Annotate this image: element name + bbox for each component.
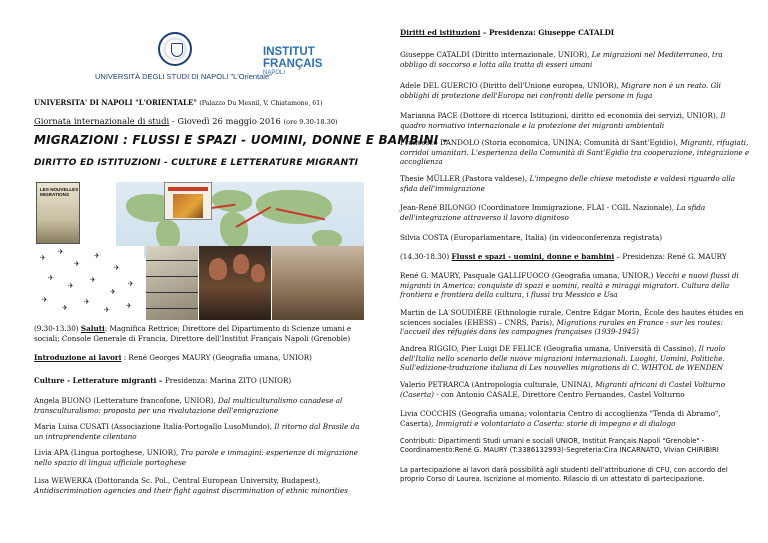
university-logo [95, 32, 272, 81]
barbed-wire-photo [146, 246, 198, 320]
participation-note: La partecipazione ai lavori darà possibilità agli studenti dell'attribuzione di CFU, con accordo del proprio Corso di Laurea. Iscrizione al momento. Rilascio di un attestato di partecipazione. [400, 466, 728, 484]
talk-buono [34, 396, 364, 415]
talk-bilongo [400, 203, 750, 222]
book-cover-nouvelles-migrations [36, 182, 80, 244]
talk-extra: - con Antonio CASALE, Direttore Centro Fernandes, Castel Volturno [433, 389, 685, 399]
university-seal-icon [158, 32, 192, 66]
talk-title: Le migrazioni nel Mediterraneo, tra obbligo di soccorso e lotta alla tratta di esseri umani [400, 50, 723, 69]
flussi-chair: – Presidenza: René G. MAURY [614, 252, 727, 261]
talk-speaker: Livia APA (Lingua portoghese, UNIOR), [34, 448, 181, 457]
university-line [34, 98, 323, 107]
institut-logo-line1: INSTITUT [263, 46, 315, 58]
book-cover-title: LES NOUVELLES MIGRATIONS [40, 187, 79, 197]
talk-speaker: Andrea RIGGIO, Pier Luigi DE FELICE (Geografia umana, Università di Cassino), [400, 344, 699, 353]
talk-speaker: René G. MAURY, Pasquale GALLIFUOCO (Geografia umana, UNIOR,) [400, 271, 656, 280]
talk-del-guercio [400, 81, 750, 100]
talk-pace [400, 111, 750, 130]
talk-title: Il quadro normativo internazionale e la protezione dei migranti ambientali [400, 111, 726, 130]
university-logo-text: UNIVERSITÀ DEGLI STUDI DI NAPOLI "L'Orientale" [95, 72, 272, 81]
university-place: (Palazzo Du Mesnil, V. Chiatamone, 61) [199, 100, 323, 107]
talk-speaker: Angela BUONO (Letterature francofone, UNIOR), [34, 396, 218, 405]
talk-apa [34, 448, 364, 467]
talk-wewerka [34, 476, 364, 495]
saluti-time: (9.30-13.30) [34, 324, 81, 333]
saluti-paragraph [34, 324, 364, 343]
talk-title: Migranti africani di Castel Volturno (Caserta) [400, 380, 725, 399]
talk-maury [400, 271, 750, 300]
talk-title: Antidiscrimination agencies and their fight against discrimination of ethnic minorities [34, 485, 348, 495]
talk-speaker: Marianna PACE (Dottore di ricerca Istituzioni, diritto ed economia dei servizi, UNIOR), [400, 111, 721, 120]
talk-cusati [34, 422, 364, 441]
contacts-paragraph: Contributi: Dipartimenti Studi umani e sociali UNIOR, Institut Français Napoli "Grenoble" - Coordinamento:René G. MAURY (T:3386132993)-Segreteria:Cira INCARNATO, Vivian CHIRIBIRI [400, 437, 719, 455]
talk-title: Tra parole e immagini: esperienze di migrazione nello spazio di lingua ufficiale portoghese [34, 448, 358, 467]
event-date-line [34, 116, 338, 126]
talk-title: La sfida dell'integrazione attraverso il lavoro dignitoso [400, 203, 706, 222]
culture-session-heading [34, 376, 364, 386]
talk-title: L'impegno delle chiese metodiste e valdesi riguardo alla sfida dell'immigrazione [400, 174, 736, 193]
talk-la-soudiere [400, 308, 750, 337]
day-time: (ore 9.30-18.30) [283, 118, 338, 126]
refugees-photo [272, 246, 364, 320]
talk-riggio [400, 344, 750, 373]
talk-title: Immigrati e volontariato a Caserta: storie di impegno e di dialogo [435, 418, 676, 428]
diritti-label: Diritti ed istituzioni [400, 28, 481, 37]
talk-speaker: Livia COCCHIS (Geografia umana; volontaria Centro di accoglienza "Tenda di Abramo", Caserta), [400, 409, 721, 428]
institut-logo-line2: FRANÇAIS [263, 58, 323, 71]
talk-title: Vecchi e nuovi flussi di migranti in America: conquiste di spazi e uomini, realtà e miraggi migratori. Cultura della frontiera e frontiera della cultura, i flussi tra Messico e Usa [400, 271, 739, 300]
talk-title: Il ritorno dal Brasile da un intraprendente cilentano [34, 422, 360, 441]
talk-title: Migrare non è un reato. Gli obblighi di protezione dell'Europa nei confronti delle persone in fuga [400, 81, 721, 100]
talk-speaker: Jean-René BILONGO (Coordinatore Immigrazione, FLAI - CGIL Nazionale), [400, 203, 677, 212]
talk-speaker: Lisa WEWERKA (Dottoranda Sc. Pol., Central European University, Budapest), [34, 476, 321, 485]
intro-paragraph [34, 353, 364, 363]
saluti-text: : Magnifica Rettrice; Direttore del Dipartimento di Scienze umani e sociali; Console Generale di Francia, Direttore dell'Institut Français Napoli (Grenoble) [34, 324, 352, 343]
flussi-time: (14.30-18.30) [400, 252, 452, 261]
institut-francais-logo [263, 46, 322, 76]
talk-speaker: Adele DEL GUERCIO (Diritto dell'Unione europea, UNIOR), [400, 81, 622, 90]
migrants-photo [199, 246, 271, 320]
talk-speaker: Thesie MÜLLER (Pastora valdese), [400, 174, 530, 183]
talk-petrarca [400, 380, 750, 399]
headline-migrations: MIGRAZIONI : FLUSSI E SPAZI - UOMINI, DONNE E BAMBINI - [34, 133, 448, 147]
talk-cocchis [400, 409, 750, 428]
headline-rights-cultures: DIRITTO ED ISTITUZIONI - CULTURE E LETTERATURE MIGRANTI [34, 158, 359, 168]
talk-speaker: Francesco DANDOLO (Storia economica, UNINA; Comunità di Sant'Egidio), [400, 138, 681, 147]
talk-title: Migranti, rifugiati, corridoi umanitari. L'esperienza della Comunità di Sant'Egidio tra cooperazione, integrazione e accoglienza [400, 138, 750, 167]
institut-logo-line3: NAPOLI [263, 70, 286, 77]
day-title: Giornata internazionale di studi [34, 116, 170, 126]
intro-label: Introduzione ai lavori [34, 353, 122, 362]
flussi-session-heading [400, 252, 750, 262]
talk-muller [400, 174, 750, 193]
talk-title: Il ruolo dell'Italia nello scenario delle nuove migrazioni internazionali. Luoghi, Uomini, Politiche. Sull'edizione-traduzione italiana di Les nouvelles migrations di C. WIHTOL de WENDEN [400, 344, 726, 373]
diritti-session-heading [400, 28, 750, 38]
talk-speaker: Maria Luisa CUSATI (Associazione Italia-Portogallo LusoMundo), [34, 422, 275, 431]
talk-title: Dal multiculturalismo canadese al transculturalismo: proposta per una rivalutazione dell'emigrazione [34, 396, 343, 415]
talk-title: Migrations rurales en France - sur les routes: l'accueil des réfugiés dans les campagnes françaises (1939-1945) [400, 317, 723, 337]
saluti-label: Saluti [80, 324, 105, 333]
right-column [384, 0, 768, 543]
university-name: UNIVERSITA' DI NAPOLI "L'ORIENTALE" [34, 98, 197, 107]
talk-speaker: Valerio PETRARCA (Antropologia culturale, UNINA), [400, 380, 596, 389]
culture-chair: Presidenza: Marina ZITO (UNIOR) [164, 376, 292, 385]
culture-label: Culture - Letterature migranti – [34, 376, 165, 385]
talk-dandolo [400, 138, 750, 167]
day-date: - Giovedì 26 maggio 2016 [169, 116, 281, 126]
diritti-chair: – Presidenza: Giuseppe CATALDI [480, 28, 615, 37]
book-cover-migration-atlas [164, 182, 212, 220]
talk-cataldi [400, 50, 750, 69]
image-collage [34, 182, 364, 320]
flussi-label: Flussi e spazi - uomini, donne e bambini [451, 252, 615, 261]
intro-text: : René Georges MAURY (Geografia umana, UNIOR) [121, 353, 312, 362]
birds-illustration: ✈ ✈ ✈ ✈ ✈ ✈ ✈ ✈ ✈ ✈ ✈ ✈ ✈ ✈ ✈ [34, 246, 144, 320]
talk-speaker: Martin de LA SOUDIÈRE (Ethnologie rurale, Centre Edgar Morin, École des hautes études en sciences sociales (EHESS) – CNRS, Paris), [400, 308, 744, 327]
talk-costa: Silvia COSTA (Europarlamentare, Italia) (in videoconferenza registrata) [400, 233, 663, 242]
talk-speaker: Giuseppe CATALDI (Diritto internazionale, UNIOR), [400, 50, 592, 59]
